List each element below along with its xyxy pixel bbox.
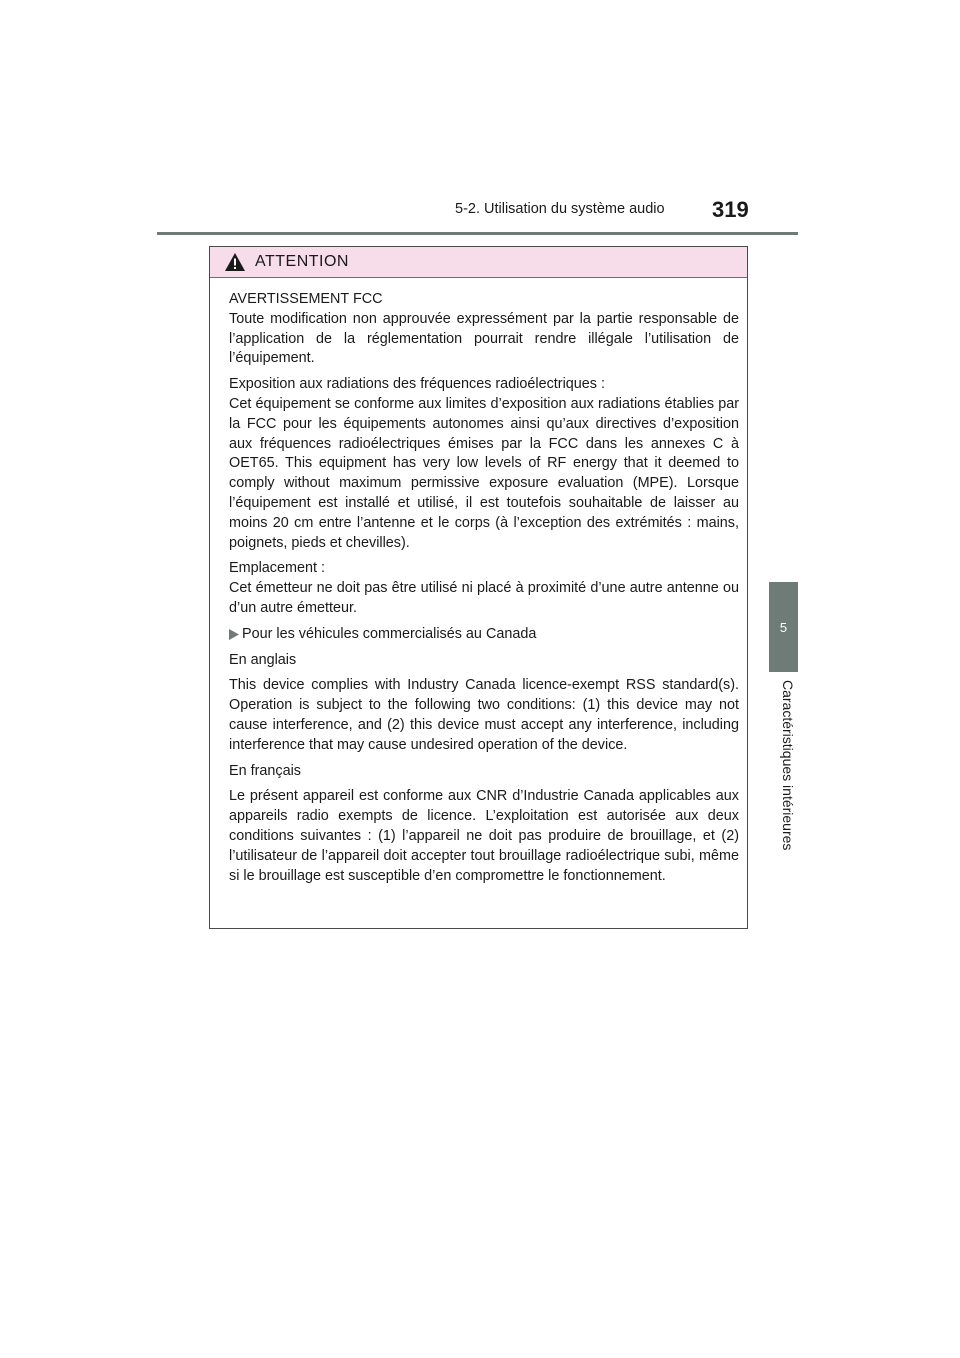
- chapter-number: 5: [779, 619, 788, 635]
- bullet-text: Pour les véhicules commercialisés au Canada: [242, 625, 537, 642]
- chapter-tab: [769, 582, 798, 672]
- warning-body: [210, 278, 747, 886]
- french-label: En français: [229, 762, 301, 779]
- triangle-bullet-icon: [229, 629, 239, 640]
- french-text: Le présent appareil est conforme aux CNR d’Industrie Canada applicables aux appareils radio exempts de licence. L’exploitation est autorisée aux deux conditions suivantes : (1) l’appareil ne doit pas produire de brouillage, et (2) l’utilisateur de l’appareil doit accepter tout brouillage radioélectrique subi, même si le brouillage est susceptible d’en compromettre le fonctionnement.: [229, 788, 739, 884]
- exposure-heading: Exposition aux radiations des fréquences radioélectriques :: [229, 376, 605, 393]
- exposure-paragraph: [229, 375, 739, 553]
- fcc-heading: AVERTISSEMENT FCC: [229, 291, 383, 307]
- english-text: This device complies with Industry Canada licence-exempt RSS standard(s). Operation is subject to the following two conditions: (1) this device may not cause interference, and (2) this device must accept any interference, including interference that may cause undesired operation of the device.: [229, 677, 739, 753]
- page-number: 319: [712, 197, 749, 222]
- warning-box: [209, 246, 748, 929]
- section-title: 5-2. Utilisation du système audio: [455, 201, 665, 217]
- fcc-paragraph: [229, 290, 739, 369]
- location-heading: Emplacement :: [229, 560, 325, 577]
- english-label: En anglais: [229, 651, 297, 668]
- warning-title: ATTENTION: [255, 253, 349, 270]
- location-text: Cet émetteur ne doit pas être utilisé ni placé à proximité d’une autre antenne ou d’un autre émetteur.: [229, 580, 739, 616]
- chapter-title: Caractéristiques intérieures: [780, 680, 796, 851]
- location-paragraph: [229, 559, 739, 618]
- fcc-text: Toute modification non approuvée expressément par la partie responsable de l’application de la réglementation pourrait rendre illégale l’utilisation de l’équipement.: [229, 310, 739, 367]
- warning-triangle-icon: [224, 252, 246, 272]
- bullet-item: [229, 625, 739, 645]
- header-rule: [157, 232, 798, 235]
- exposure-text: Cet équipement se conforme aux limites d’exposition aux radiations établies par la FCC pour les équipements autonomes ainsi qu’aux directives d’exposition aux fréquences radioélectriques émises par la FCC dans les annexes C à OET65. This equipment has very low levels of RF energy that it deemed to comply without maximum permissive exposure evaluation (MPE). Lorsque l’équipement est installé et utilisé, il est toutefois souhaitable de laisser au moins 20 cm entre l’antenne et le corps (à l’exception des extrémités : mains, poignets, pieds et chevilles).: [229, 395, 739, 551]
- warning-header: [210, 247, 747, 278]
